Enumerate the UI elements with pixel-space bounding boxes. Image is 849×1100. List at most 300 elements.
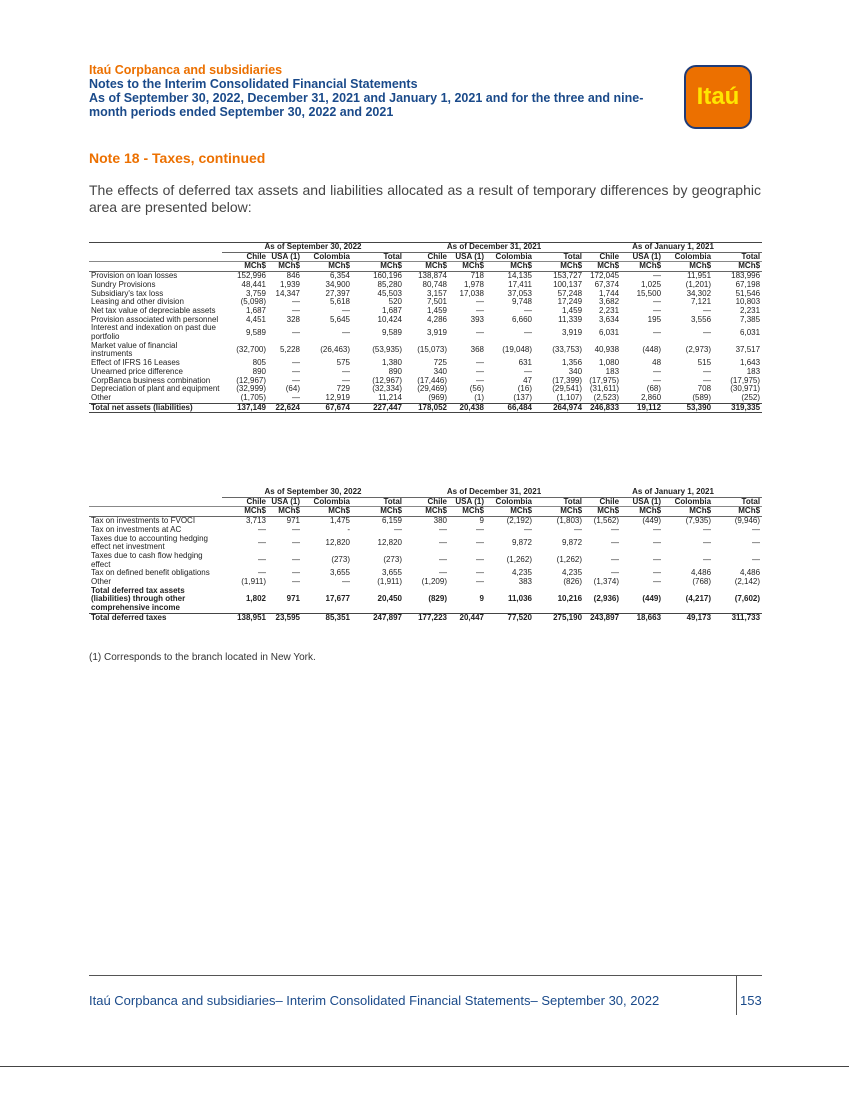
cell-value: 67,198: [735, 280, 761, 289]
row-label: Total deferred taxes: [91, 613, 167, 622]
cell-value: 11,951: [687, 271, 712, 281]
cell-value: 178,052: [404, 403, 449, 413]
row-label: Other: [91, 393, 112, 402]
cell-value: —: [342, 578, 350, 587]
cell-value: —: [653, 555, 662, 565]
cell-value: (137): [513, 393, 532, 402]
cell-value: 1,459: [562, 306, 583, 315]
cell-value: 718: [470, 271, 484, 281]
cell-value: 264,974: [534, 403, 584, 413]
cell-value: 1,802: [222, 587, 268, 614]
cell-value: 1,380: [381, 359, 402, 368]
unit-header: MCh$: [713, 262, 762, 272]
column-header: Total: [713, 497, 762, 507]
cell-value: (2,936): [584, 587, 621, 614]
cell-value: —: [703, 367, 712, 376]
cell-value: —: [476, 525, 484, 534]
column-header: USA (1): [621, 252, 663, 262]
cell-value: 380: [433, 516, 447, 526]
table-row: [89, 535, 762, 552]
row-label: Subsidiary's tax loss: [91, 289, 164, 298]
column-header: Chile: [222, 497, 268, 507]
cell-value: (17,975): [589, 376, 620, 385]
cell-value: 37,053: [507, 289, 532, 298]
cell-value: (16): [517, 385, 532, 394]
cell-value: 9,748: [511, 298, 532, 307]
cell-value: 34,900: [325, 280, 350, 289]
cell-value: (1): [474, 393, 484, 402]
cell-value: —: [703, 525, 712, 534]
cell-value: —: [292, 298, 300, 307]
cell-value: 971: [286, 516, 300, 526]
cell-value: 100,137: [553, 280, 583, 289]
cell-value: 48,441: [241, 280, 266, 289]
cell-value: 10,424: [377, 315, 402, 324]
cell-value: 66,484: [486, 403, 534, 413]
row-label: Provision associated with personnel: [91, 315, 219, 324]
unit-header: MCh$: [404, 507, 449, 517]
cell-value: 53,390: [663, 403, 713, 413]
column-header: Colombia: [486, 497, 534, 507]
table-row: [89, 307, 762, 316]
cell-value: (29,541): [552, 385, 583, 394]
cell-value: 1,025: [641, 280, 662, 289]
cell-value: —: [653, 367, 662, 376]
row-label: Market value of financial instruments: [91, 341, 178, 359]
cell-value: 3,919: [562, 327, 583, 337]
cell-value: (17,975): [730, 376, 761, 385]
cell-value: —: [653, 569, 662, 578]
cell-value: 138,951: [237, 613, 266, 622]
cell-value: 17,677: [302, 587, 352, 614]
cell-value: (2,142): [734, 578, 761, 587]
deferred-tax-table: [89, 242, 762, 413]
cell-value: (17,399): [552, 376, 583, 385]
cell-value: 3,655: [381, 569, 402, 578]
cell-value: —: [439, 569, 447, 578]
cell-value: (1,803): [556, 516, 583, 526]
cell-value: 67,674: [302, 403, 352, 413]
cell-value: 17,038: [459, 289, 484, 298]
column-header: USA (1): [268, 252, 302, 262]
cell-value: 5,618: [329, 298, 350, 307]
cell-value: 3,157: [426, 289, 447, 298]
row-label: Tax on defined benefit obligations: [91, 569, 210, 578]
unit-header: MCh$: [534, 262, 584, 272]
cell-value: (1,262): [556, 555, 583, 565]
cell-value: 725: [433, 359, 447, 368]
cell-value: 520: [388, 298, 402, 307]
cell-value: (273): [383, 555, 402, 565]
cell-value: (2,523): [593, 393, 620, 402]
column-header: USA (1): [268, 497, 302, 507]
header-title: Notes to the Interim Consolidated Financial Statements: [89, 77, 418, 91]
cell-value: 3,682: [599, 298, 620, 307]
cell-value: (969): [428, 393, 447, 402]
column-header: Total: [713, 252, 762, 262]
cell-value: —: [439, 525, 447, 534]
cell-value: 172,045: [590, 271, 620, 281]
cell-value: (1,209): [421, 578, 447, 587]
cell-value: 846: [286, 271, 300, 281]
cell-value: —: [292, 367, 300, 376]
row-label: Other: [91, 578, 112, 587]
cell-value: (252): [741, 393, 761, 402]
cell-value: 183,996: [731, 271, 761, 281]
cell-value: 138,874: [418, 271, 447, 281]
cell-value: 14,135: [507, 271, 532, 281]
table-row: [89, 290, 762, 299]
column-header: Chile: [222, 252, 268, 262]
cell-value: —: [292, 376, 300, 385]
cell-value: 6,354: [329, 271, 350, 281]
cell-value: (1,562): [593, 516, 620, 526]
unit-header: MCh$: [404, 262, 449, 272]
cell-value: 6,159: [381, 516, 402, 526]
cell-value: (53,935): [372, 345, 402, 355]
cell-value: —: [342, 306, 350, 315]
cell-value: (9,946): [734, 516, 761, 526]
cell-value: 971: [268, 587, 302, 614]
cell-value: (31,611): [589, 385, 620, 394]
cell-value: 227,447: [352, 403, 404, 413]
header-period-2: month periods ended September 30, 2022 and 2021: [89, 105, 394, 119]
cell-value: 4,286: [426, 315, 447, 324]
cell-value: 45,503: [377, 289, 402, 298]
cell-value: (17,446): [417, 376, 447, 385]
cell-value: 177,223: [418, 613, 447, 622]
cell-value: 152,996: [237, 271, 266, 281]
row-label: Total deferred tax assets (liabilities) through other comprehensive income: [89, 587, 222, 614]
cell-value: —: [342, 376, 350, 385]
table-row: [89, 578, 762, 587]
cell-value: (273): [331, 555, 350, 565]
cell-value: —: [258, 537, 266, 547]
cell-value: —: [653, 525, 662, 534]
cell-value: (1,705): [240, 393, 266, 402]
cell-value: 9,872: [562, 537, 583, 547]
cell-value: 368: [470, 345, 484, 355]
cell-value: 20,438: [449, 403, 486, 413]
cell-value: —: [476, 555, 484, 565]
cell-value: —: [476, 578, 484, 587]
cell-value: —: [703, 555, 712, 565]
unit-header: MCh$: [486, 507, 534, 517]
cell-value: 3,634: [599, 315, 620, 324]
cell-value: —: [752, 555, 761, 565]
table-row: [89, 272, 762, 281]
unit-header: MCh$: [663, 262, 713, 272]
cell-value: —: [703, 306, 712, 315]
column-header: Chile: [404, 497, 449, 507]
cell-value: 6,031: [599, 327, 620, 337]
cell-value: —: [752, 525, 761, 534]
cell-value: (12,967): [236, 376, 266, 385]
footnote: (1) Corresponds to the branch located in New York.: [89, 652, 316, 663]
cell-value: 3,713: [245, 516, 266, 526]
cell-value: 11,036: [486, 587, 534, 614]
cell-value: (448): [642, 345, 662, 355]
unit-header: MCh$: [302, 262, 352, 272]
row-label: Effect of IFRS 16 Leases: [91, 359, 180, 368]
cell-value: —: [342, 327, 350, 337]
table-row: [89, 552, 762, 569]
unit-header: MCh$: [449, 262, 486, 272]
cell-value: 3,919: [426, 327, 447, 337]
table-row: [89, 526, 762, 535]
cell-value: 3,556: [691, 315, 712, 324]
table-row: [89, 517, 762, 526]
cell-value: —: [653, 271, 662, 281]
row-label: Interest and indexation on past due portfolio: [91, 324, 216, 342]
group-header: As of September 30, 2022: [222, 243, 404, 253]
cell-value: —: [292, 306, 300, 315]
cell-value: —: [476, 569, 484, 578]
cell-value: 17,411: [508, 280, 532, 289]
cell-value: —: [476, 537, 484, 547]
cell-value: (29,469): [417, 385, 447, 394]
cell-value: (12,967): [372, 376, 402, 385]
cell-value: —: [476, 367, 484, 376]
row-label: Leasing and other division: [91, 298, 184, 307]
cell-value: 85,280: [377, 280, 402, 289]
cell-value: 1,744: [599, 289, 620, 298]
table-row: [89, 316, 762, 325]
cell-value: 67,374: [594, 280, 620, 289]
header-period-1: As of September 30, 2022, December 31, 2021 and January 1, 2021 and for the three and nine-: [89, 91, 644, 105]
table-row: [89, 281, 762, 290]
cell-value: 10,216: [534, 587, 584, 614]
cell-value: 1,475: [329, 516, 350, 526]
row-label: Depreciation of plant and equipment: [91, 385, 220, 394]
cell-value: —: [394, 525, 402, 534]
table-row: [89, 613, 762, 622]
row-label: Taxes due to accounting hedging effect net investment: [91, 534, 208, 552]
table-row: [89, 359, 762, 368]
cell-value: 18,663: [636, 613, 662, 622]
cell-value: 7,121: [691, 298, 712, 307]
table-row: [89, 394, 762, 403]
cell-value: (33,753): [552, 345, 583, 355]
row-label: Taxes due to cash flow hedging effect: [91, 551, 203, 569]
cell-value: 2,231: [740, 306, 761, 315]
cell-value: (64): [285, 385, 300, 394]
cell-value: (1,201): [685, 280, 712, 289]
cell-value: 19,112: [621, 403, 663, 413]
cell-value: 1,687: [245, 306, 266, 315]
cell-value: —: [439, 537, 447, 547]
unit-header: MCh$: [534, 507, 584, 517]
note-title: Note 18 - Taxes, continued: [89, 150, 266, 166]
cell-value: (32,334): [372, 385, 402, 394]
cell-value: (2,973): [685, 345, 712, 355]
column-header: Colombia: [663, 252, 713, 262]
cell-value: 729: [336, 385, 350, 394]
cell-value: 1,939: [279, 280, 300, 289]
cell-value: (4,217): [663, 587, 713, 614]
oci-deferred-tax-table: [89, 488, 762, 623]
cell-value: 9: [449, 587, 486, 614]
cell-value: 631: [518, 359, 532, 368]
unit-header: MCh$: [268, 507, 302, 517]
page-number: 153: [740, 993, 762, 1008]
cell-value: 6,660: [511, 315, 532, 324]
cell-value: —: [292, 537, 300, 547]
cell-value: 1,687: [381, 306, 402, 315]
unit-header: MCh$: [449, 507, 486, 517]
intro-paragraph: The effects of deferred tax assets and liabilities allocated as a result of temporary differences by geographic area are presented below:: [89, 182, 761, 215]
unit-header: MCh$: [222, 262, 268, 272]
cell-value: (1,374): [593, 578, 620, 587]
cell-value: 275,190: [553, 613, 583, 622]
row-label: Provision on loan losses: [91, 271, 178, 281]
column-header: Chile: [584, 252, 621, 262]
row-label: Net tax value of depreciable assets: [91, 306, 216, 315]
unit-header: MCh$: [584, 262, 621, 272]
column-header: Chile: [404, 252, 449, 262]
cell-value: —: [292, 327, 300, 337]
cell-value: 890: [252, 367, 266, 376]
page-header: [89, 63, 659, 119]
cell-value: 15,500: [636, 289, 662, 298]
cell-value: 12,919: [325, 393, 350, 402]
unit-header: MCh$: [352, 262, 404, 272]
footer-text: Itaú Corpbanca and subsidiaries– Interim Consolidated Financial Statements– September 30, 2022: [89, 993, 660, 1008]
cell-value: —: [258, 555, 266, 565]
cell-value: 890: [388, 367, 402, 376]
column-header: Colombia: [486, 252, 534, 262]
column-header: Total: [352, 497, 404, 507]
cell-value: 23,595: [275, 613, 300, 622]
cell-value: —: [611, 569, 620, 578]
column-header: Total: [534, 497, 584, 507]
footer-divider: [89, 975, 762, 976]
cell-value: 22,624: [268, 403, 302, 413]
cell-value: —: [703, 537, 712, 547]
group-header: As of January 1, 2021: [584, 243, 762, 253]
row-label: Tax on investments to FVOCI: [91, 516, 196, 526]
cell-value: —: [476, 327, 484, 337]
cell-value: 3,759: [245, 289, 266, 298]
cell-value: (15,073): [417, 345, 447, 355]
cell-value: 48: [652, 359, 662, 368]
column-header: Total: [534, 252, 584, 262]
table-row: [89, 368, 762, 377]
cell-value: —: [611, 537, 620, 547]
cell-value: —: [476, 376, 484, 385]
cell-value: 340: [433, 367, 447, 376]
cell-value: 243,897: [590, 613, 620, 622]
cell-value: —: [611, 555, 620, 565]
cell-value: —: [476, 298, 484, 307]
unit-header: MCh$: [486, 262, 534, 272]
cell-value: 11,339: [558, 315, 583, 324]
cell-value: 1,643: [740, 359, 761, 368]
cell-value: 1,978: [463, 280, 484, 289]
table-row: [89, 298, 762, 307]
cell-value: 246,833: [584, 403, 621, 413]
cell-value: 37,517: [735, 345, 761, 355]
cell-value: 4,235: [511, 569, 532, 578]
group-header: As of January 1, 2021: [584, 488, 762, 497]
cell-value: 1,356: [562, 359, 583, 368]
cell-value: 328: [286, 315, 300, 324]
cell-value: 9,589: [381, 327, 402, 337]
group-header: As of September 30, 2022: [222, 488, 404, 497]
unit-header: MCh$: [352, 507, 404, 517]
cell-value: 515: [697, 359, 712, 368]
cell-value: —: [292, 393, 300, 402]
row-label: Sundry Provisions: [91, 280, 156, 289]
cell-value: 34,302: [686, 289, 712, 298]
cell-value: —: [703, 376, 712, 385]
unit-header: MCh$: [222, 507, 268, 517]
unit-header: MCh$: [268, 262, 302, 272]
column-header: USA (1): [621, 497, 663, 507]
row-label: Total net assets (liabilities): [89, 403, 222, 413]
cell-value: (19,048): [502, 345, 532, 355]
cell-value: 2,860: [641, 393, 662, 402]
column-header: Colombia: [663, 497, 713, 507]
unit-header: MCh$: [713, 507, 762, 517]
cell-value: 49,173: [686, 613, 712, 622]
cell-value: 9: [479, 516, 484, 526]
table-row: [89, 403, 762, 413]
cell-value: 85,351: [325, 613, 350, 622]
cell-value: 12,820: [377, 537, 402, 547]
cell-value: (449): [642, 516, 662, 526]
cell-value: —: [524, 525, 532, 534]
cell-value: 2,231: [599, 306, 620, 315]
cell-value: 4,486: [691, 569, 712, 578]
table-row: [89, 587, 762, 614]
cell-value: 137,149: [222, 403, 268, 413]
cell-value: —: [292, 578, 300, 587]
cell-value: 5,228: [279, 345, 300, 355]
table-row: [89, 569, 762, 578]
cell-value: 153,727: [553, 271, 583, 281]
cell-value: —: [292, 525, 300, 534]
column-header: Colombia: [302, 252, 352, 262]
cell-value: 319,335: [713, 403, 762, 413]
cell-value: —: [653, 306, 662, 315]
cell-value: 7,501: [426, 298, 447, 307]
cell-value: 183: [605, 367, 620, 376]
cell-value: (1,911): [241, 578, 266, 587]
cell-value: —: [653, 298, 662, 307]
cell-value: —: [524, 306, 532, 315]
cell-value: —: [476, 306, 484, 315]
cell-value: 383: [518, 578, 532, 587]
cell-value: —: [653, 537, 662, 547]
cell-value: 160,196: [373, 271, 402, 281]
cell-value: (7,602): [713, 587, 762, 614]
column-header: Colombia: [302, 497, 352, 507]
cell-value: —: [574, 525, 583, 534]
cell-value: (30,971): [730, 385, 761, 394]
cell-value: 7,385: [740, 315, 761, 324]
cell-value: (26,463): [320, 345, 350, 355]
cell-value: 20,447: [459, 613, 484, 622]
column-header: USA (1): [449, 497, 486, 507]
row-label: CorpBanca business combination: [91, 376, 211, 385]
cell-value: —: [476, 359, 484, 368]
cell-value: 11,214: [378, 393, 402, 402]
page-bottom-divider: [0, 1066, 849, 1067]
cell-value: —: [439, 555, 447, 565]
cell-value: —: [653, 376, 662, 385]
table-row: [89, 385, 762, 394]
